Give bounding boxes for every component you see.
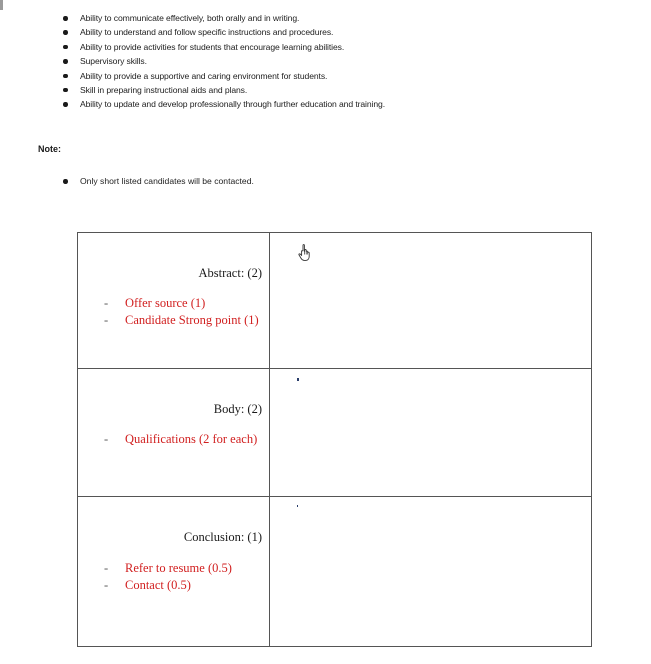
rubric-item: - Offer source (1) bbox=[125, 295, 265, 312]
hand-cursor-icon bbox=[298, 244, 314, 262]
requirement-item: Ability to update and develop professionally through further education and training. bbox=[80, 97, 385, 111]
abstract-items bbox=[78, 295, 269, 329]
section-title-conclusion: Conclusion: (1) bbox=[183, 530, 262, 544]
rubric-item: - Candidate Strong point (1) bbox=[125, 312, 265, 329]
section-title-body: Body: (2) bbox=[213, 402, 262, 416]
section-title-abstract: Abstract: (2) bbox=[198, 266, 262, 280]
rubric-criteria-cell bbox=[78, 497, 270, 647]
rubric-answer-cell[interactable] bbox=[270, 369, 592, 497]
scan-speck bbox=[297, 505, 298, 507]
requirement-item: Supervisory skills. bbox=[80, 54, 385, 68]
requirements-list bbox=[80, 11, 385, 112]
body-items bbox=[78, 431, 269, 448]
requirement-item: Ability to communicate effectively, both orally and in writing. bbox=[80, 11, 385, 25]
page-edge-shadow bbox=[0, 0, 3, 10]
requirement-item: Ability to provide activities for students that encourage learning abilities. bbox=[80, 40, 385, 54]
requirement-item: Ability to understand and follow specific instructions and procedures. bbox=[80, 25, 385, 39]
note-label: Note: bbox=[38, 144, 61, 154]
requirement-item: Skill in preparing instructional aids and plans. bbox=[80, 83, 385, 97]
rubric-criteria-cell bbox=[78, 233, 270, 369]
rubric-item: - Contact (0.5) bbox=[125, 577, 265, 594]
rubric-item: - Qualifications (2 for each) bbox=[125, 431, 260, 448]
rubric-row-body bbox=[78, 369, 592, 497]
scan-speck bbox=[297, 378, 299, 381]
requirement-item: Ability to provide a supportive and caring environment for students. bbox=[80, 69, 385, 83]
note-list bbox=[80, 175, 254, 187]
note-item: Only short listed candidates will be contacted. bbox=[80, 176, 254, 186]
rubric-answer-cell[interactable] bbox=[270, 497, 592, 647]
rubric-answer-cell[interactable] bbox=[270, 233, 592, 369]
rubric-table bbox=[77, 232, 592, 647]
rubric-row-abstract bbox=[78, 233, 592, 369]
rubric-row-conclusion bbox=[78, 497, 592, 647]
rubric-item: - Refer to resume (0.5) bbox=[125, 560, 265, 577]
rubric-criteria-cell bbox=[78, 369, 270, 497]
conclusion-items bbox=[78, 560, 269, 594]
